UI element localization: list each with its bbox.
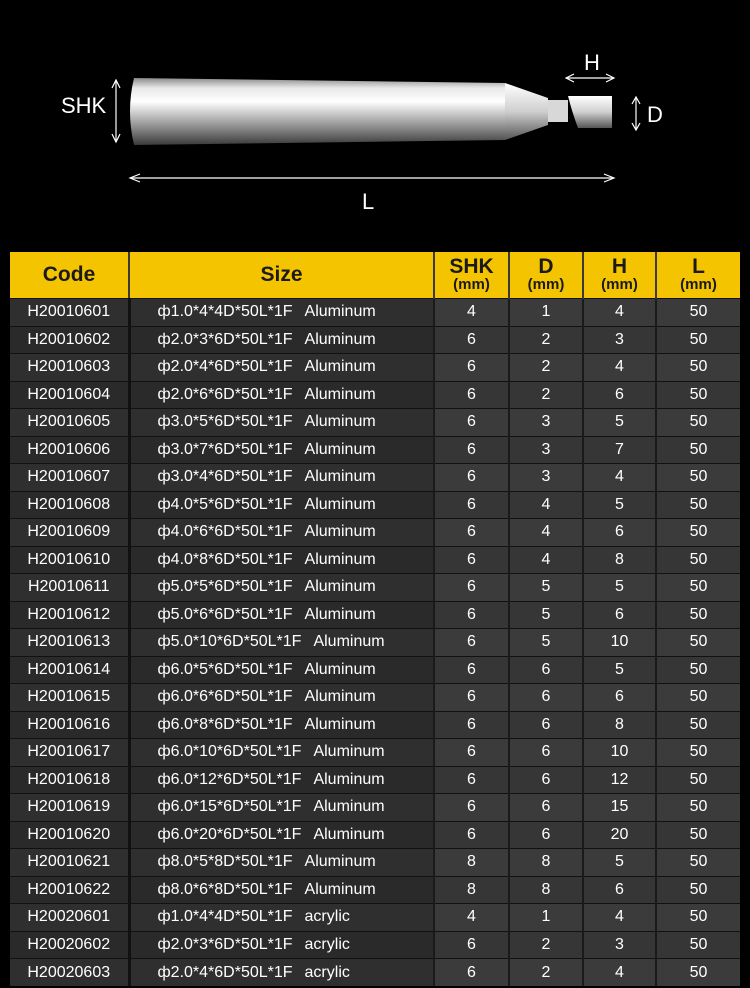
cell-shk: 6 [434,794,509,822]
header-d: D (mm) [509,252,583,299]
table-row [10,491,740,519]
table-row [10,409,740,437]
cell-l: 50 [656,876,740,904]
cell-l: 50 [656,491,740,519]
table-body [10,299,740,987]
size-spec: ф4.0*8*6D*50L*1F [157,550,293,568]
header-size: Size [129,252,434,299]
table-row [10,354,740,382]
cell-d: 8 [509,876,583,904]
cell-h: 5 [583,574,656,602]
cell-code: H20010621 [10,849,129,877]
size-spec: ф6.0*8*6D*50L*1F [157,715,293,733]
cell-h: 8 [583,546,656,574]
material-label: Aluminum [304,880,376,898]
cell-h: 12 [583,766,656,794]
cell-size [129,656,434,684]
cell-code: H20020602 [10,931,129,959]
cell-d: 4 [509,546,583,574]
cell-size [129,574,434,602]
size-spec: ф3.0*5*6D*50L*1F [157,413,293,431]
cell-d: 8 [509,849,583,877]
size-spec: ф4.0*5*6D*50L*1F [157,495,293,513]
material-label: Aluminum [304,440,376,458]
material-label: acrylic [304,935,350,953]
table-row [10,656,740,684]
cell-d: 2 [509,381,583,409]
cell-size [129,959,434,987]
table-row [10,739,740,767]
cell-d: 5 [509,574,583,602]
material-label: Aluminum [304,715,376,733]
cell-size [129,491,434,519]
cell-h: 7 [583,436,656,464]
cell-l: 50 [656,436,740,464]
cell-d: 1 [509,299,583,327]
cell-shk: 6 [434,711,509,739]
cell-h: 4 [583,299,656,327]
cell-code: H20010614 [10,656,129,684]
cell-l: 50 [656,794,740,822]
cell-l: 50 [656,739,740,767]
cell-size [129,904,434,932]
table-row [10,684,740,712]
cell-shk: 6 [434,436,509,464]
cell-shk: 6 [434,354,509,382]
cell-size [129,299,434,327]
table-row [10,931,740,959]
cell-code: H20010616 [10,711,129,739]
cell-size [129,711,434,739]
cell-shk: 6 [434,519,509,547]
header-h: H (mm) [583,252,656,299]
cell-l: 50 [656,766,740,794]
table-row [10,849,740,877]
table-row [10,601,740,629]
cell-l: 50 [656,354,740,382]
tool-diagram [0,0,750,245]
size-spec: ф3.0*7*6D*50L*1F [157,440,293,458]
cell-h: 20 [583,821,656,849]
cell-shk: 6 [434,574,509,602]
cell-code: H20010611 [10,574,129,602]
table-row [10,766,740,794]
cell-size [129,849,434,877]
cell-h: 3 [583,326,656,354]
cell-size [129,354,434,382]
cell-code: H20010618 [10,766,129,794]
cell-shk: 8 [434,876,509,904]
cell-l: 50 [656,959,740,987]
cell-size [129,629,434,657]
cell-shk: 6 [434,739,509,767]
cell-code: H20020603 [10,959,129,987]
cell-code: H20010601 [10,299,129,327]
cell-l: 50 [656,821,740,849]
cell-shk: 6 [434,931,509,959]
material-label: Aluminum [304,523,376,541]
cell-size [129,436,434,464]
cell-code: H20010619 [10,794,129,822]
cell-code: H20010617 [10,739,129,767]
cell-d: 4 [509,491,583,519]
cell-size [129,739,434,767]
material-label: Aluminum [304,330,376,348]
cell-d: 3 [509,464,583,492]
cell-size [129,794,434,822]
cell-shk: 6 [434,409,509,437]
cell-code: H20020601 [10,904,129,932]
cell-shk: 8 [434,849,509,877]
cell-h: 6 [583,519,656,547]
cell-d: 5 [509,601,583,629]
material-label: Aluminum [313,743,385,761]
material-label: Aluminum [304,385,376,403]
cell-l: 50 [656,684,740,712]
cell-shk: 4 [434,299,509,327]
header-code: Code [10,252,129,299]
material-label: Aluminum [304,358,376,376]
cell-shk: 6 [434,629,509,657]
cell-shk: 6 [434,381,509,409]
cell-d: 2 [509,931,583,959]
table-row [10,821,740,849]
table-row [10,876,740,904]
cell-l: 50 [656,519,740,547]
table-row [10,464,740,492]
material-label: Aluminum [304,688,376,706]
table-row [10,299,740,327]
cell-l: 50 [656,546,740,574]
h-label: H [584,50,600,75]
material-label: acrylic [304,908,350,926]
cell-code: H20010615 [10,684,129,712]
cell-code: H20010620 [10,821,129,849]
cell-l: 50 [656,574,740,602]
cell-size [129,546,434,574]
cell-d: 6 [509,794,583,822]
cell-size [129,766,434,794]
table-row [10,629,740,657]
size-spec: ф2.0*3*6D*50L*1F [157,330,293,348]
size-spec: ф3.0*4*6D*50L*1F [157,468,293,486]
cell-d: 3 [509,409,583,437]
table-row [10,546,740,574]
cell-code: H20010604 [10,381,129,409]
cell-d: 6 [509,766,583,794]
cell-h: 4 [583,464,656,492]
cell-h: 6 [583,381,656,409]
cell-d: 2 [509,326,583,354]
material-label: acrylic [304,963,350,981]
material-label: Aluminum [313,770,385,788]
cell-h: 5 [583,656,656,684]
material-label: Aluminum [304,578,376,596]
cell-code: H20010602 [10,326,129,354]
cell-shk: 6 [434,684,509,712]
cell-shk: 6 [434,766,509,794]
size-spec: ф5.0*6*6D*50L*1F [157,605,293,623]
cell-l: 50 [656,904,740,932]
cell-code: H20010613 [10,629,129,657]
cell-d: 6 [509,821,583,849]
cell-code: H20010605 [10,409,129,437]
tool-neck [548,100,568,122]
cell-l: 50 [656,656,740,684]
cell-shk: 6 [434,326,509,354]
header-l: L (mm) [656,252,740,299]
cell-code: H20010612 [10,601,129,629]
cell-l: 50 [656,299,740,327]
cell-l: 50 [656,849,740,877]
size-spec: ф6.0*5*6D*50L*1F [157,660,293,678]
table-row [10,326,740,354]
cell-size [129,876,434,904]
cell-l: 50 [656,326,740,354]
cell-d: 6 [509,711,583,739]
size-spec: ф5.0*5*6D*50L*1F [157,578,293,596]
cell-shk: 6 [434,546,509,574]
cell-h: 6 [583,684,656,712]
size-spec: ф1.0*4*4D*50L*1F [157,303,293,321]
cell-h: 5 [583,849,656,877]
cell-size [129,409,434,437]
cell-size [129,519,434,547]
cell-shk: 4 [434,904,509,932]
end-mill-drawing [0,0,750,245]
size-spec: ф2.0*4*6D*50L*1F [157,358,293,376]
cell-code: H20010622 [10,876,129,904]
spec-table [10,252,740,986]
size-spec: ф6.0*20*6D*50L*1F [157,825,302,843]
material-label: Aluminum [304,660,376,678]
material-label: Aluminum [313,825,385,843]
cell-h: 4 [583,959,656,987]
size-spec: ф5.0*10*6D*50L*1F [157,633,302,651]
size-spec: ф4.0*6*6D*50L*1F [157,523,293,541]
material-label: Aluminum [304,495,376,513]
cell-h: 6 [583,876,656,904]
size-spec: ф6.0*12*6D*50L*1F [157,770,302,788]
cell-code: H20010609 [10,519,129,547]
size-spec: ф2.0*6*6D*50L*1F [157,385,293,403]
cell-h: 5 [583,491,656,519]
size-spec: ф8.0*6*8D*50L*1F [157,880,293,898]
cell-l: 50 [656,711,740,739]
cell-l: 50 [656,409,740,437]
cell-l: 50 [656,381,740,409]
table-row [10,574,740,602]
cell-size [129,931,434,959]
material-label: Aluminum [304,468,376,486]
material-label: Aluminum [304,550,376,568]
cell-d: 6 [509,684,583,712]
material-label: Aluminum [304,303,376,321]
cell-shk: 6 [434,821,509,849]
size-spec: ф2.0*3*6D*50L*1F [157,935,293,953]
cell-size [129,381,434,409]
cell-l: 50 [656,931,740,959]
material-label: Aluminum [304,413,376,431]
cell-d: 4 [509,519,583,547]
cell-l: 50 [656,601,740,629]
tool-shank [130,78,505,145]
table-row [10,436,740,464]
table-row [10,519,740,547]
table-row [10,794,740,822]
size-spec: ф1.0*4*4D*50L*1F [157,908,293,926]
cell-code: H20010608 [10,491,129,519]
cell-size [129,821,434,849]
cell-l: 50 [656,629,740,657]
cell-d: 6 [509,739,583,767]
cell-code: H20010607 [10,464,129,492]
tool-cutter [568,96,612,128]
table-row [10,711,740,739]
shk-label: SHK [61,93,107,118]
cell-h: 5 [583,409,656,437]
cell-size [129,464,434,492]
cell-shk: 6 [434,959,509,987]
cell-size [129,326,434,354]
cell-l: 50 [656,464,740,492]
size-spec: ф2.0*4*6D*50L*1F [157,963,293,981]
cell-code: H20010603 [10,354,129,382]
cell-shk: 6 [434,464,509,492]
cell-h: 3 [583,931,656,959]
table-header [10,252,740,299]
cell-d: 3 [509,436,583,464]
material-label: Aluminum [313,633,385,651]
cell-d: 2 [509,354,583,382]
l-label: L [362,189,375,214]
size-spec: ф6.0*6*6D*50L*1F [157,688,293,706]
material-label: Aluminum [304,853,376,871]
cell-h: 6 [583,601,656,629]
table-row [10,381,740,409]
table-row [10,959,740,987]
cell-d: 1 [509,904,583,932]
header-shk: SHK (mm) [434,252,509,299]
cell-size [129,684,434,712]
cell-d: 5 [509,629,583,657]
cell-h: 10 [583,629,656,657]
tool-taper [505,83,548,140]
cell-h: 4 [583,354,656,382]
cell-h: 4 [583,904,656,932]
cell-code: H20010610 [10,546,129,574]
cell-shk: 6 [434,491,509,519]
material-label: Aluminum [313,798,385,816]
size-spec: ф6.0*15*6D*50L*1F [157,798,302,816]
cell-h: 8 [583,711,656,739]
table-row [10,904,740,932]
size-spec: ф8.0*5*8D*50L*1F [157,853,293,871]
cell-shk: 6 [434,656,509,684]
cell-d: 6 [509,656,583,684]
size-spec: ф6.0*10*6D*50L*1F [157,743,302,761]
cell-shk: 6 [434,601,509,629]
cell-h: 10 [583,739,656,767]
cell-d: 2 [509,959,583,987]
material-label: Aluminum [304,605,376,623]
cell-h: 15 [583,794,656,822]
d-label: D [647,102,663,127]
cell-size [129,601,434,629]
cell-code: H20010606 [10,436,129,464]
